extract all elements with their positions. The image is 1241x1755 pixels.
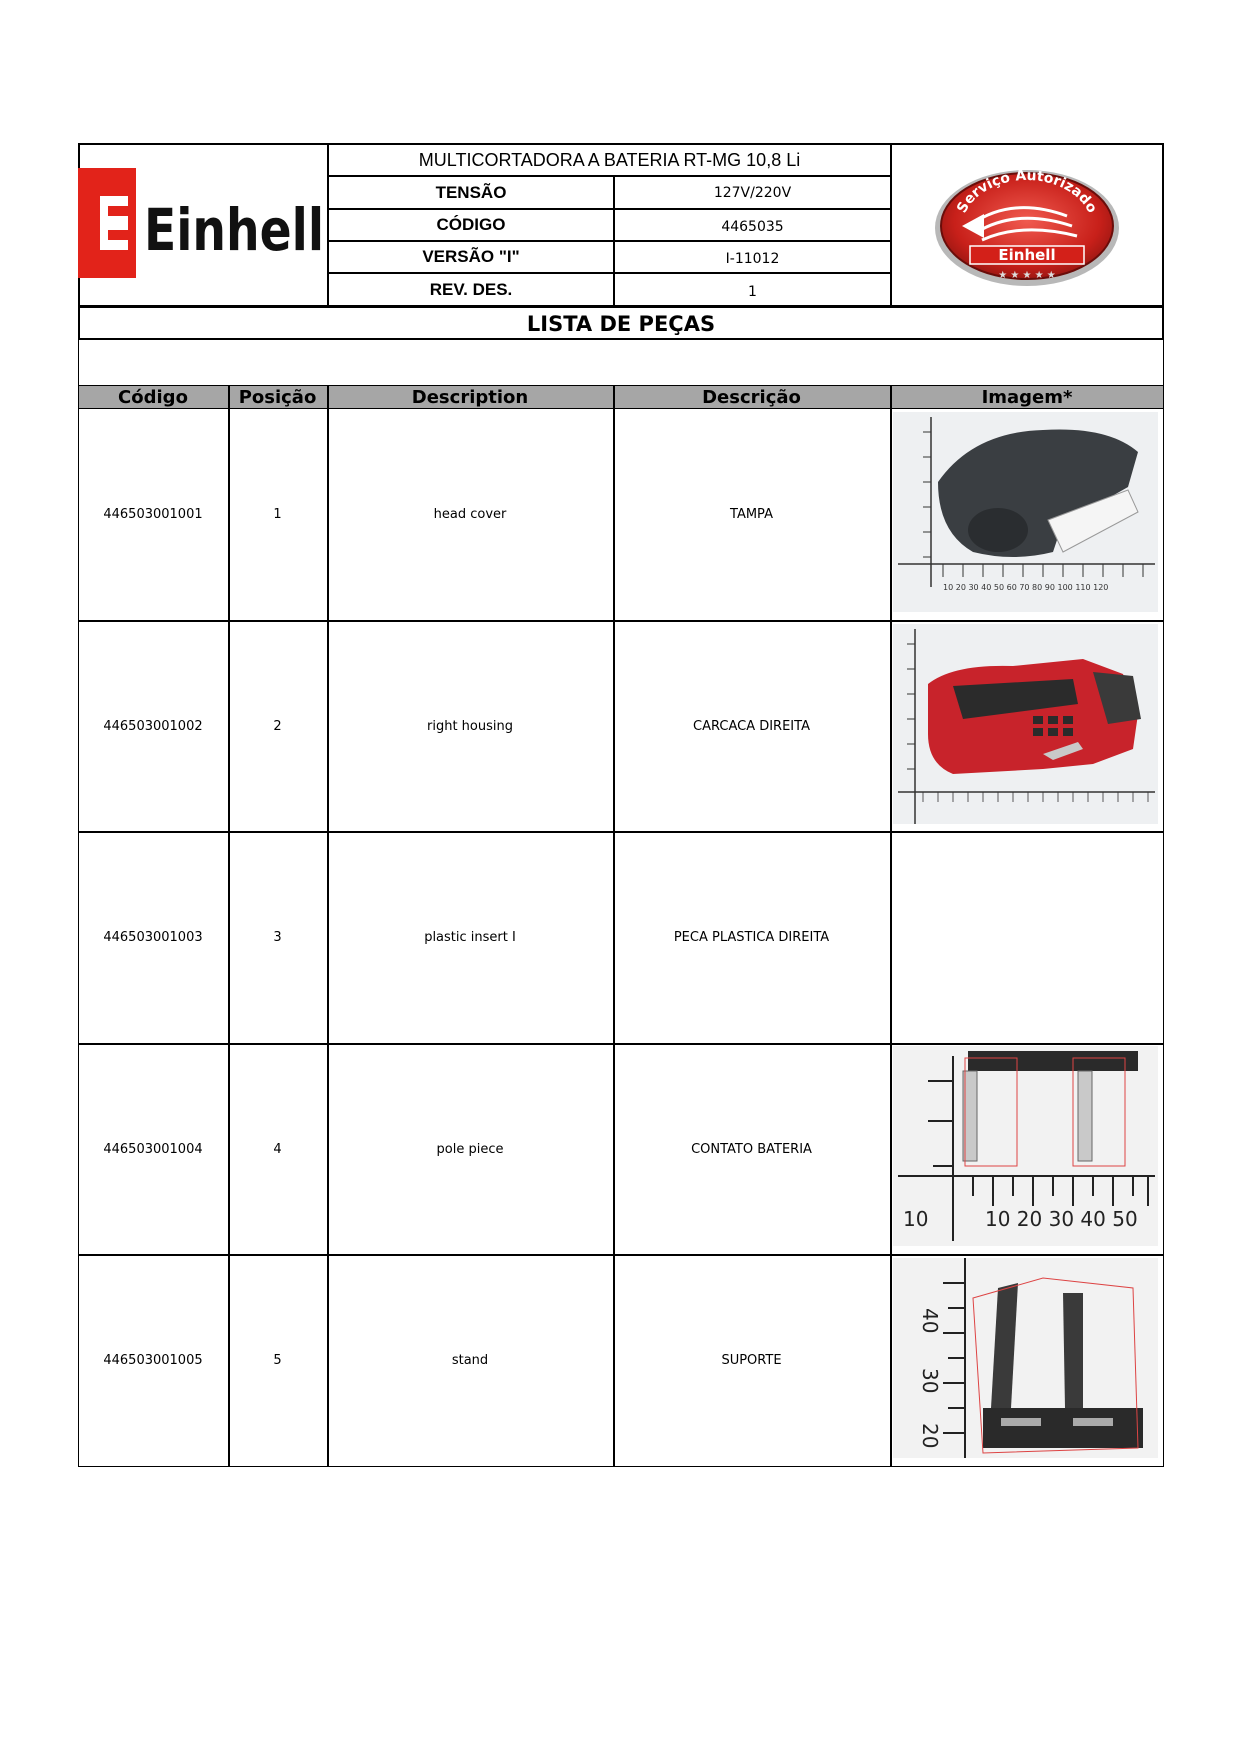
svg-text:10 20 30 40 50 60 70 80: 10 20 30 40 50 60 70 80 90 100 110 120 bbox=[943, 583, 1109, 592]
svg-text:Einhell: Einhell bbox=[144, 196, 324, 264]
part-position: 2 bbox=[273, 718, 282, 734]
svg-text:10: 10 bbox=[903, 1207, 929, 1231]
part-position: 1 bbox=[273, 507, 282, 522]
head-cover-photo bbox=[893, 412, 1158, 612]
codigo-label: CÓDIGO bbox=[436, 215, 506, 234]
part-descricao: TAMPA bbox=[730, 507, 773, 522]
part-descricao: CONTATO BATERIA bbox=[691, 1141, 812, 1157]
svg-text:10 20 30 40 50: 10 20 30 40 50 bbox=[985, 1207, 1138, 1231]
codigo-value: 4465035 bbox=[721, 219, 784, 235]
rev-des-value: 1 bbox=[748, 284, 757, 300]
rev-des-label: REV. DES. bbox=[429, 279, 513, 299]
document-title: LISTA DE PEÇAS bbox=[526, 311, 716, 336]
svg-text:★ ★ ★ ★ ★: ★ ★ ★ ★ ★ bbox=[998, 270, 1056, 281]
divider bbox=[890, 385, 892, 1467]
col-posicao: Posição bbox=[238, 386, 317, 408]
part-description: right housing bbox=[427, 718, 513, 734]
col-description: Description bbox=[411, 386, 529, 408]
svg-text:20: 20 bbox=[918, 1423, 942, 1449]
part-description: head cover bbox=[433, 507, 507, 522]
tensao-label: TENSÃO bbox=[435, 182, 507, 202]
part-code: 446503001005 bbox=[103, 1353, 203, 1368]
svg-text:40: 40 bbox=[918, 1308, 942, 1334]
part-description: stand bbox=[451, 1353, 489, 1368]
servico-autorizado-badge bbox=[932, 166, 1122, 286]
part-position: 3 bbox=[273, 930, 282, 945]
versao-value: I-11012 bbox=[725, 251, 780, 267]
col-codigo: Código bbox=[118, 386, 188, 408]
part-code: 446503001004 bbox=[103, 1141, 203, 1157]
einhell-logo bbox=[78, 168, 326, 278]
part-descricao: SUPORTE bbox=[721, 1353, 782, 1368]
svg-text:Serviço Autorizado: Serviço Autorizado bbox=[954, 167, 1100, 216]
part-descricao: PECA PLASTICA DIREITA bbox=[673, 930, 830, 945]
divider bbox=[890, 143, 892, 306]
part-code: 446503001001 bbox=[103, 507, 203, 522]
part-code: 446503001002 bbox=[103, 718, 203, 734]
stand-photo bbox=[893, 1258, 1158, 1458]
part-description: pole piece bbox=[436, 1141, 504, 1157]
pole-piece-photo bbox=[893, 1046, 1158, 1246]
part-code: 446503001003 bbox=[103, 930, 203, 945]
part-description: plastic insert I bbox=[424, 930, 516, 945]
spacer-row bbox=[78, 338, 1164, 386]
versao-label: VERSÃO "I" bbox=[422, 247, 520, 266]
svg-text:30: 30 bbox=[918, 1368, 942, 1394]
part-position: 5 bbox=[273, 1353, 282, 1368]
part-position: 4 bbox=[273, 1141, 282, 1157]
part-descricao: CARCACA DIREITA bbox=[693, 718, 810, 734]
product-title: MULTICORTADORA A BATERIA RT-MG 10,8 Li bbox=[418, 149, 801, 170]
col-imagem: Imagem* bbox=[981, 386, 1073, 408]
tensao-value: 127V/220V bbox=[713, 184, 792, 201]
right-housing-photo bbox=[893, 624, 1158, 824]
svg-text:Einhell: Einhell bbox=[998, 246, 1056, 264]
col-descricao: Descrição bbox=[702, 386, 801, 408]
